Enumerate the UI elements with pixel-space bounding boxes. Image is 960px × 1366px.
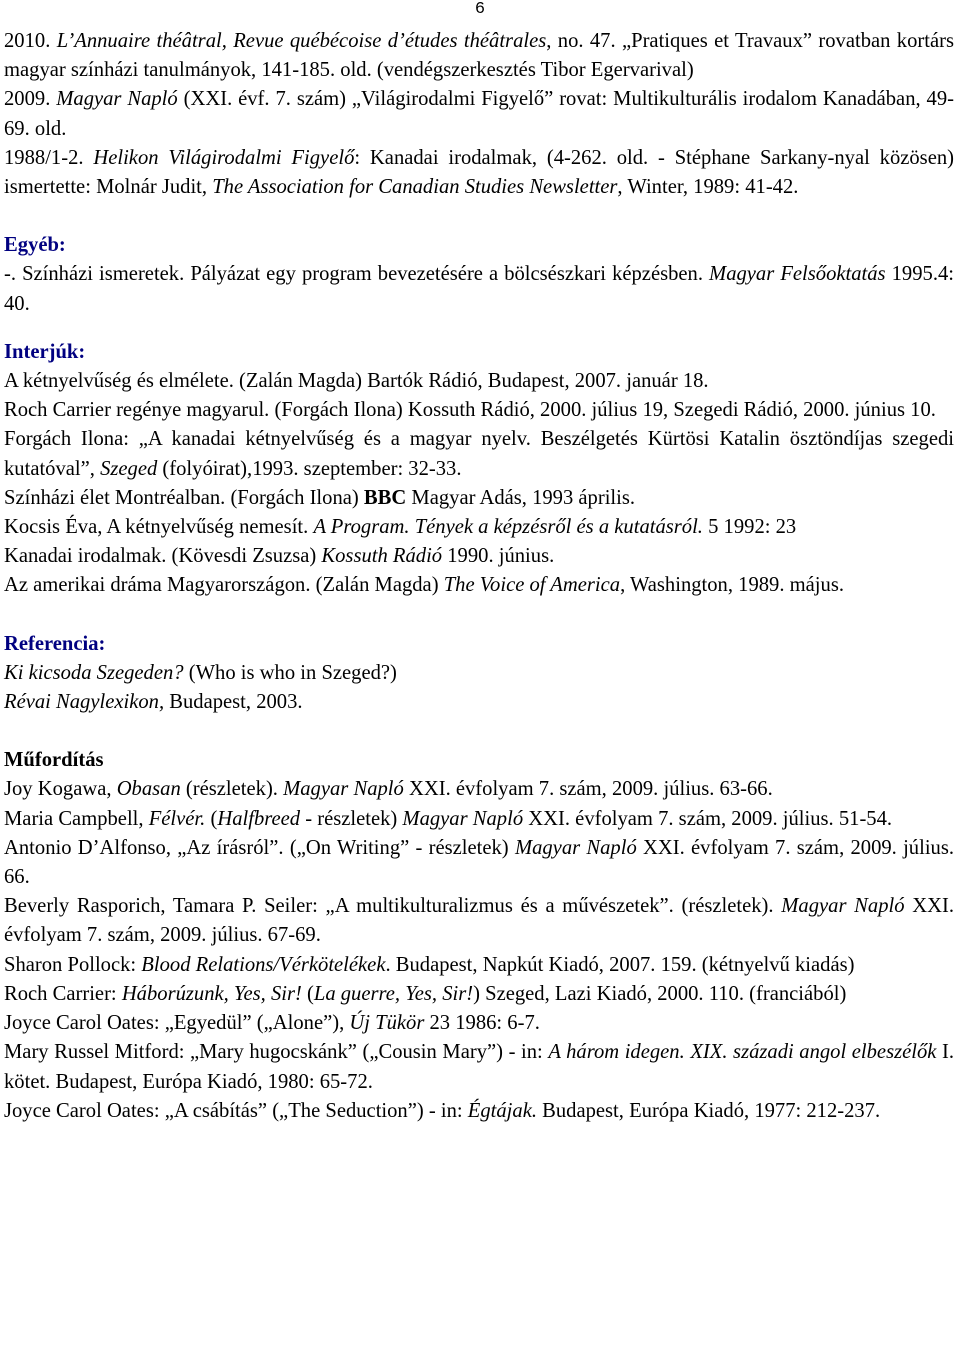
- heading-egyeb: Egyéb:: [4, 234, 66, 257]
- entry-text: BBC: [363, 486, 407, 509]
- entry-text: The Voice of America: [443, 574, 621, 597]
- entry: [4, 396, 954, 425]
- entry: [4, 367, 954, 396]
- entry-text: Joyce Carol Oates: „Egyedül” („Alone”),: [4, 1012, 350, 1035]
- entry-text: - részletek): [300, 807, 403, 830]
- entry: [4, 513, 954, 542]
- spacer: [4, 717, 954, 746]
- entry: [4, 775, 954, 804]
- entry-text: A kétnyelvűség és elmélete. (Zalán Magda) Bartók Rádió, Budapest, 2007. január 18.: [4, 370, 709, 393]
- entry-text: A három idegen. XIX. századi angol elbeszélők: [548, 1041, 937, 1064]
- entry-text: Magyar Felsőoktatás: [709, 263, 886, 286]
- entry-text: Új Tükör: [349, 1012, 425, 1035]
- entry-text: Kocsis Éva, A kétnyelvűség nemesít.: [4, 516, 314, 539]
- entry-text: Magyar Napló: [56, 88, 178, 111]
- heading-muforditas: Műfordítás: [4, 749, 104, 772]
- entry-text: Magyar Napló: [781, 895, 905, 918]
- entry-text: Révai Nagylexikon,: [4, 691, 165, 714]
- entry-text: 23 1986: 6-7.: [424, 1012, 540, 1035]
- entry-text: Joy Kogawa,: [4, 778, 117, 801]
- entry-text: 5 1992: 23: [702, 516, 797, 539]
- entry-text: (XXI. évf. 7. szám) „Világirodalmi Figyelő” rovat: Multikulturális irodalom Kanadában, 49-69. old.: [4, 88, 954, 140]
- spacer: [4, 601, 954, 630]
- entry-text: Mary Russel Mitford: „Mary hugocskánk” („Cousin Mary”) - in:: [4, 1041, 549, 1064]
- entry-text: Magyar Napló: [514, 836, 637, 859]
- entry-text: Kanadai irodalmak. (Kövesdi Zsuzsa): [4, 545, 322, 568]
- entry-text: Színházi élet Montréalban. (Forgách Ilona): [4, 486, 364, 509]
- entry: [4, 27, 954, 85]
- page-number: 6: [474, 0, 486, 19]
- entry-text: Ki kicsoda Szegeden?: [4, 661, 184, 684]
- entry-text: Forgách Ilona: „A kanadai kétnyelvűség és a magyar nyelv. Beszélgetés Kürtösi Katalin ösztöndíjas szegedi kutatóval”,: [4, 428, 954, 480]
- entry-text: Halfbreed: [217, 807, 301, 830]
- entry-text: 2010.: [4, 30, 57, 52]
- entry-text: Roch Carrier:: [4, 982, 122, 1005]
- entry-text: -. Színházi ismeretek. Pályázat egy program bevezetésére a bölcsészkari képzésben.: [4, 263, 710, 286]
- spacer: [4, 319, 954, 338]
- entry-text: Magyar Napló: [402, 807, 524, 830]
- referencia-list: [4, 659, 954, 717]
- entry: [4, 892, 954, 950]
- entry-text: Háborúzunk, Yes, Sir!: [121, 982, 302, 1005]
- entry-text: , Washington, 1989. május.: [620, 574, 844, 597]
- entry-text: Budapest, 2003.: [164, 691, 303, 714]
- entry: [4, 542, 954, 571]
- entry-text: (: [205, 807, 218, 830]
- egyeb-list: [4, 260, 954, 318]
- entry-text: (folyóirat),1993. szeptember: 32-33.: [157, 457, 462, 480]
- entry-text: : Kanadai irodalmak, (4-262. old. - Stéphane Sarkany-nyal közösen) ismertette: Molnár Judit,: [4, 146, 954, 199]
- entry: [4, 85, 954, 143]
- entry-text: Budapest, Európa Kiadó, 1977: 212-237.: [536, 1099, 881, 1122]
- entries-top: [4, 27, 954, 202]
- entry-text: ) Szeged, Lazi Kiadó, 2000. 110. (franciából): [473, 982, 847, 1005]
- interjuk-list: [4, 367, 954, 601]
- entry-text: Félvér.: [148, 807, 206, 830]
- entry: [4, 1009, 954, 1038]
- entry: [4, 571, 954, 600]
- entry: [4, 144, 954, 202]
- entry-text: Beverly Rasporich, Tamara P. Seiler: „A multikulturalizmus és a művészetek”. (részletek).: [4, 895, 782, 918]
- entry-text: (Who is who in Szeged?): [183, 661, 397, 684]
- entry-text: Maria Campbell,: [4, 807, 149, 830]
- entry: [4, 260, 954, 318]
- heading-referencia: Referencia:: [4, 632, 106, 655]
- entry-text: Az amerikai dráma Magyarországon. (Zalán Magda): [4, 574, 444, 597]
- entry-text: La guerre, Yes, Sir!: [313, 982, 474, 1005]
- entry-text: XXI. évfolyam 7. szám, 2009. július. 67-69.: [4, 895, 954, 947]
- entry-text: The Association for Canadian Studies Newsletter: [212, 176, 618, 199]
- entry: [4, 805, 954, 834]
- entry-text: 1988/1-2.: [4, 146, 94, 169]
- entry-text: L’Annuaire théâtral, Revue québécoise d’études théâtrales: [56, 30, 547, 52]
- entry-text: Magyar Adás, 1993 április.: [406, 486, 636, 509]
- muforditas-list: [4, 775, 954, 1125]
- entry-text: Antonio D’Alfonso, „Az írásról”. („On Writing” - részletek): [4, 836, 515, 859]
- entry-text: Helikon Világirodalmi Figyelő: [93, 146, 355, 169]
- entry: [4, 1097, 954, 1126]
- entry: [4, 484, 954, 513]
- entry-text: 2009.: [4, 88, 57, 111]
- entry-text: I. kötet. Budapest, Európa Kiadó, 1980: 65-72.: [4, 1041, 954, 1093]
- entry: [4, 425, 954, 483]
- entry-text: Obasan: [116, 778, 181, 801]
- entry-text: Szeged: [100, 457, 158, 480]
- entry-text: Magyar Napló: [283, 778, 404, 801]
- entry: [4, 980, 954, 1009]
- entry-text: XXI. évfolyam 7. szám, 2009. július. 51-54.: [523, 807, 893, 830]
- entry-text: , no. 47. „Pratiques et Travaux” rovatban kortárs magyar színházi tanulmányok, 141-185. old. (vendégszerkesztés Tibor Egervarival): [4, 30, 954, 82]
- entry-text: A Program. Tények a képzésről és a kutatásról.: [313, 516, 703, 539]
- entry-text: Blood Relations/Vérkötelékek: [141, 953, 386, 976]
- entry-text: Kossuth Rádió: [321, 545, 443, 568]
- entry: [4, 688, 954, 717]
- entry-text: . Budapest, Napkút Kiadó, 2007. 159. (kétnyelvű kiadás): [385, 953, 855, 976]
- entry-text: XXI. évfolyam 7. szám, 2009. július. 66.: [4, 836, 954, 889]
- entry-text: (részletek).: [180, 778, 284, 801]
- entry-text: (: [301, 982, 314, 1005]
- entry-text: Sharon Pollock:: [4, 953, 142, 976]
- entry: [4, 951, 954, 980]
- entry: [4, 834, 954, 892]
- entry-text: , Winter, 1989: 41-42.: [617, 176, 799, 199]
- entry-text: 1995.4: 40.: [4, 263, 954, 315]
- entry-text: 1990. június.: [442, 545, 555, 568]
- document-body: [4, 27, 954, 1126]
- entry: [4, 1038, 954, 1096]
- entry-text: Roch Carrier regénye magyarul. (Forgách Ilona) Kossuth Rádió, 2000. július 19, Szegedi Rádió, 2000. június 10.: [4, 399, 936, 422]
- entry-text: Égtájak.: [467, 1099, 537, 1122]
- entry-text: XXI. évfolyam 7. szám, 2009. július. 63-66.: [403, 778, 773, 801]
- entry: [4, 659, 954, 688]
- entry-text: Joyce Carol Oates: „A csábítás” („The Seduction”) - in:: [4, 1099, 468, 1122]
- heading-interjuk: Interjúk:: [4, 340, 86, 363]
- spacer: [4, 202, 954, 231]
